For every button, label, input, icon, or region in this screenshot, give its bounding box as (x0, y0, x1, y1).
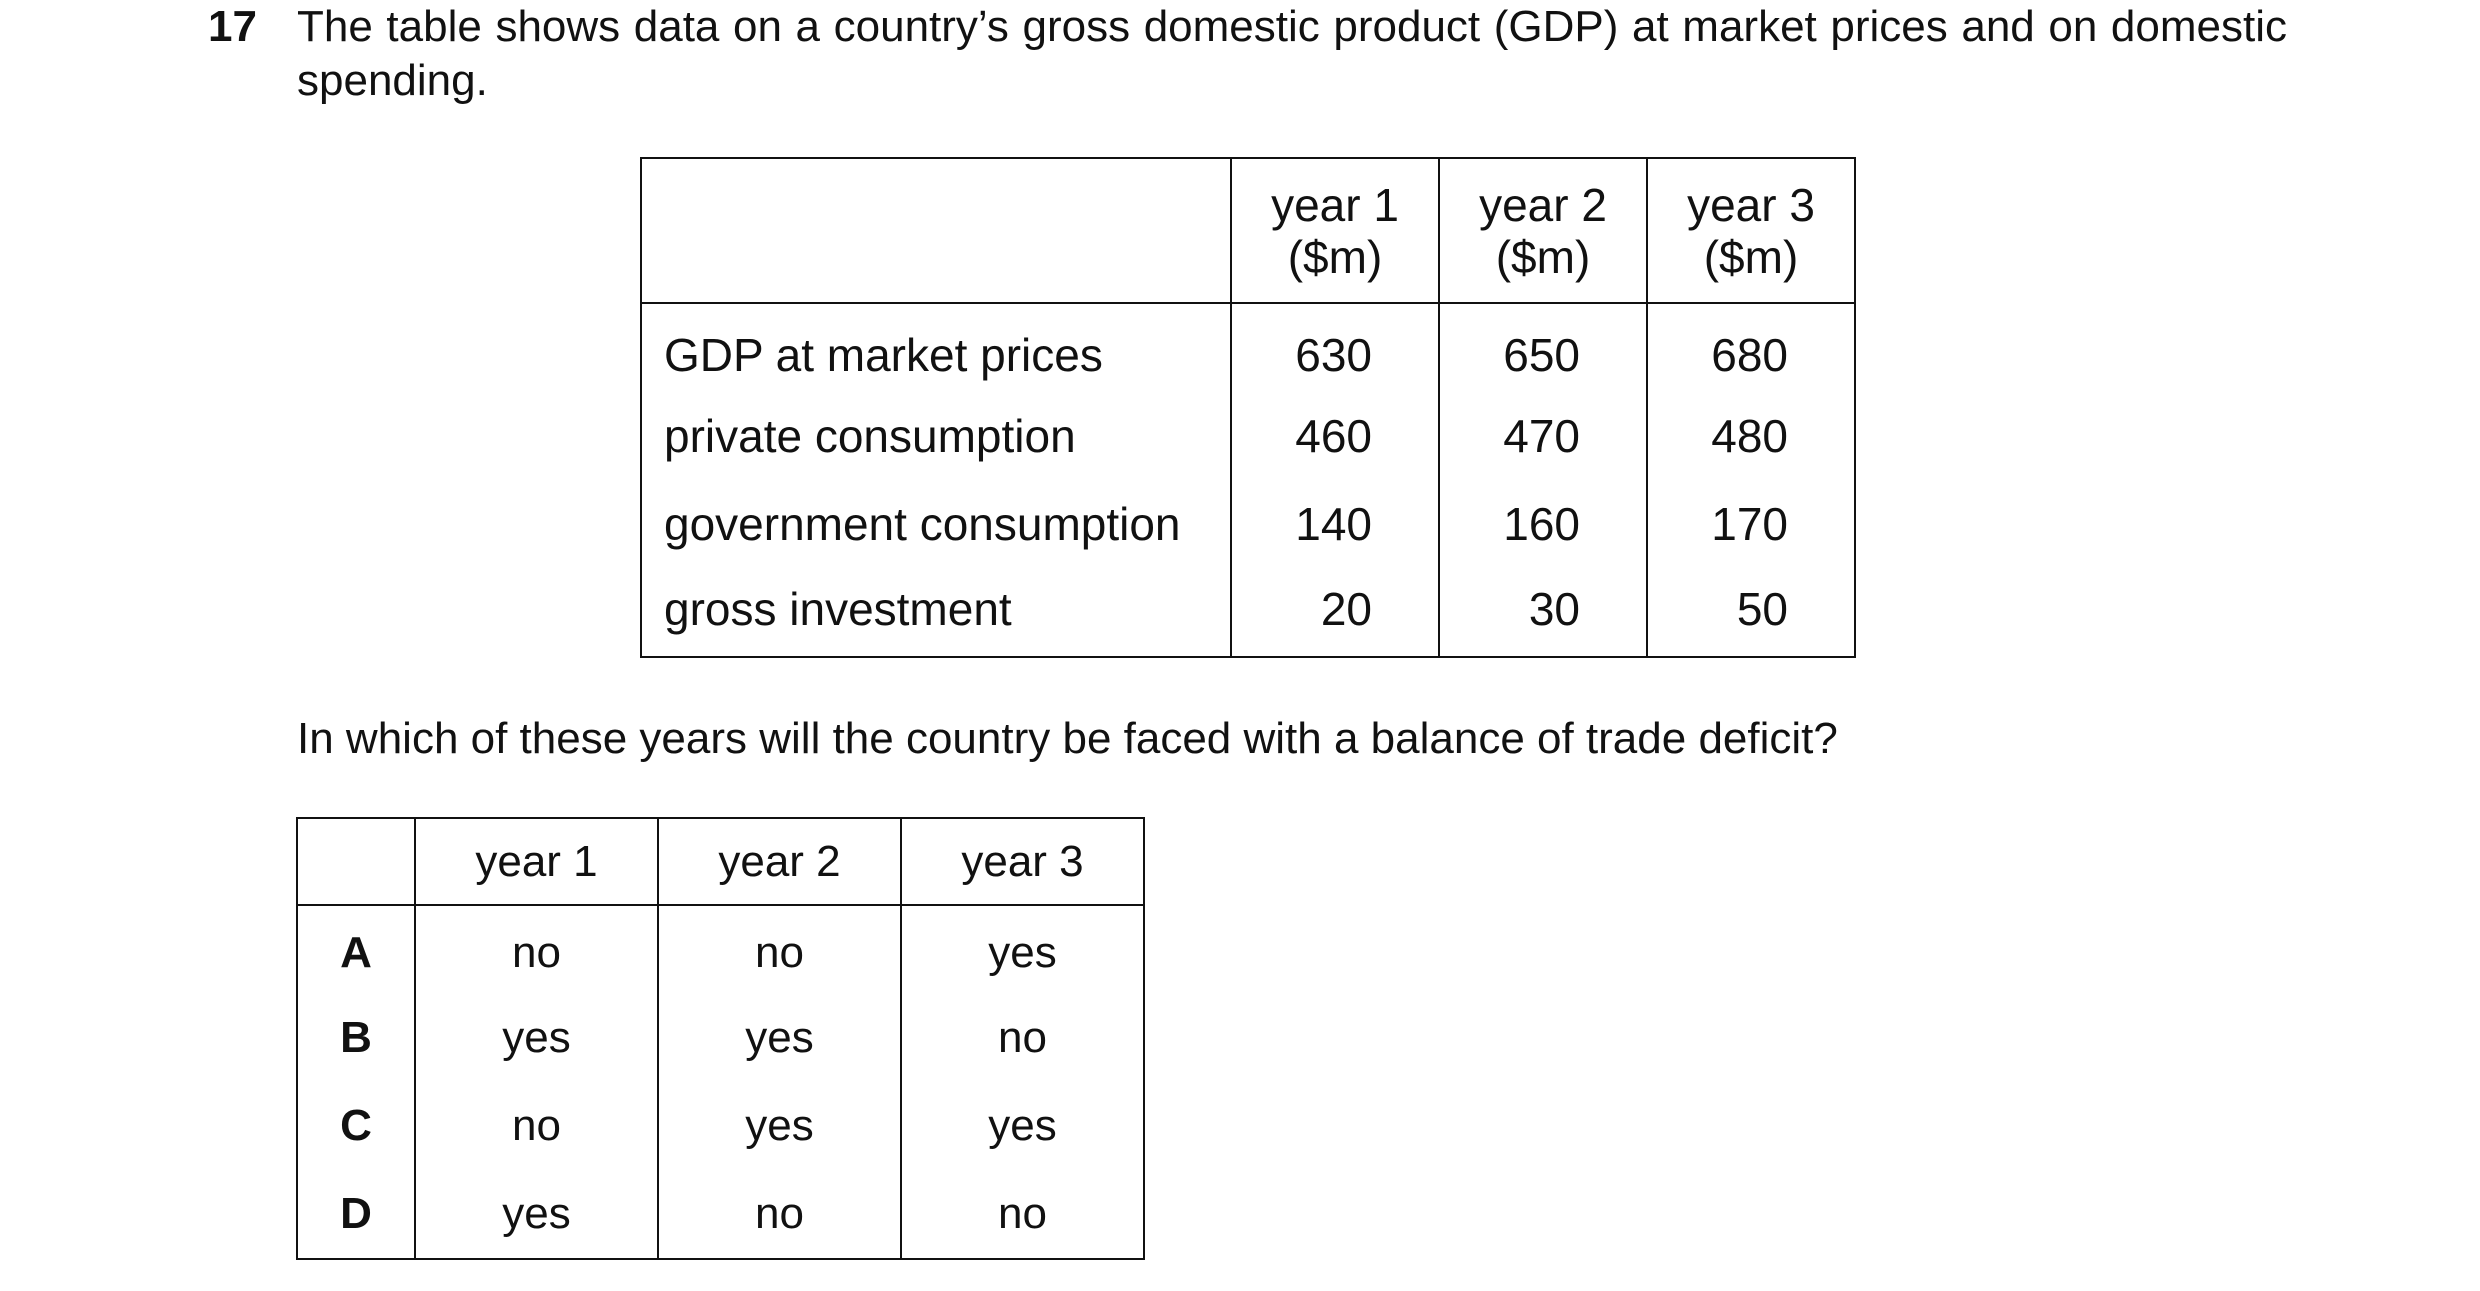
table-cell (1231, 480, 1439, 568)
option-key: B (297, 994, 415, 1082)
header-unit-label: ($m) (1703, 230, 1799, 283)
cell-value: 170 (1711, 498, 1788, 550)
options-header-year-1: year 1 (415, 818, 658, 905)
header-year-label: year 1 (1271, 178, 1399, 231)
option-cell: no (415, 905, 658, 994)
option-key: A (297, 905, 415, 994)
data-table-header-row (641, 158, 1855, 303)
table-row (641, 303, 1855, 392)
table-cell (1231, 303, 1439, 392)
header-unit-label: ($m) (1495, 230, 1591, 283)
table-row (641, 392, 1855, 480)
table-cell (1647, 568, 1855, 657)
data-table-header-year-2 (1439, 158, 1647, 303)
table-cell (1231, 392, 1439, 480)
cell-value: 460 (1295, 410, 1372, 462)
table-cell (1647, 480, 1855, 568)
option-key: C (297, 1082, 415, 1170)
cell-value: 140 (1295, 498, 1372, 550)
row-label-private-consumption: private consumption (641, 392, 1231, 480)
answer-option-b[interactable] (297, 994, 1144, 1082)
row-label-government-consumption: government consumption (641, 480, 1231, 568)
header-unit-label: ($m) (1287, 230, 1383, 283)
option-cell: no (901, 1170, 1144, 1259)
table-cell (1439, 480, 1647, 568)
option-cell: no (658, 1170, 901, 1259)
table-cell (1647, 303, 1855, 392)
options-corner-cell (297, 818, 415, 905)
header-year-label: year 2 (1479, 178, 1607, 231)
cell-value: 30 (1528, 583, 1580, 635)
cell-value: 630 (1295, 329, 1372, 381)
option-cell: no (658, 905, 901, 994)
answer-option-c[interactable] (297, 1082, 1144, 1170)
data-table-header-year-1 (1231, 158, 1439, 303)
data-table-header-year-3 (1647, 158, 1855, 303)
answer-option-a[interactable] (297, 905, 1144, 994)
gdp-data-table (640, 157, 1856, 658)
answer-option-d[interactable] (297, 1170, 1144, 1259)
cell-value: 470 (1503, 410, 1580, 462)
options-header-year-2: year 2 (658, 818, 901, 905)
question-number: 17 (208, 2, 257, 51)
options-header-year-3: year 3 (901, 818, 1144, 905)
row-label-gross-investment: gross investment (641, 568, 1231, 657)
cell-value: 650 (1503, 329, 1580, 381)
cell-value: 680 (1711, 329, 1788, 381)
cell-value: 20 (1320, 583, 1372, 635)
question-stem: The table shows data on a country’s gross domestic product (GDP) at market prices and on domestic spending. (297, 2, 2287, 105)
header-year-label: year 3 (1687, 178, 1815, 231)
table-row (641, 568, 1855, 657)
option-cell: yes (901, 905, 1144, 994)
option-key: D (297, 1170, 415, 1259)
option-cell: no (415, 1082, 658, 1170)
cell-value: 160 (1503, 498, 1580, 550)
table-cell (1439, 303, 1647, 392)
option-cell: yes (658, 994, 901, 1082)
table-cell (1439, 568, 1647, 657)
table-cell (1439, 392, 1647, 480)
row-label-gdp: GDP at market prices (641, 303, 1231, 392)
cell-value: 50 (1736, 583, 1788, 635)
option-cell: no (901, 994, 1144, 1082)
answer-options-table (296, 817, 1145, 1260)
table-row (641, 480, 1855, 568)
question-prompt: In which of these years will the country be faced with a balance of trade deficit? (297, 714, 1838, 763)
option-cell: yes (415, 994, 658, 1082)
option-cell: yes (415, 1170, 658, 1259)
option-cell: yes (901, 1082, 1144, 1170)
cell-value: 480 (1711, 410, 1788, 462)
table-cell (1647, 392, 1855, 480)
option-cell: yes (658, 1082, 901, 1170)
table-cell (1231, 568, 1439, 657)
options-header-row (297, 818, 1144, 905)
data-table-corner-cell (641, 158, 1231, 303)
